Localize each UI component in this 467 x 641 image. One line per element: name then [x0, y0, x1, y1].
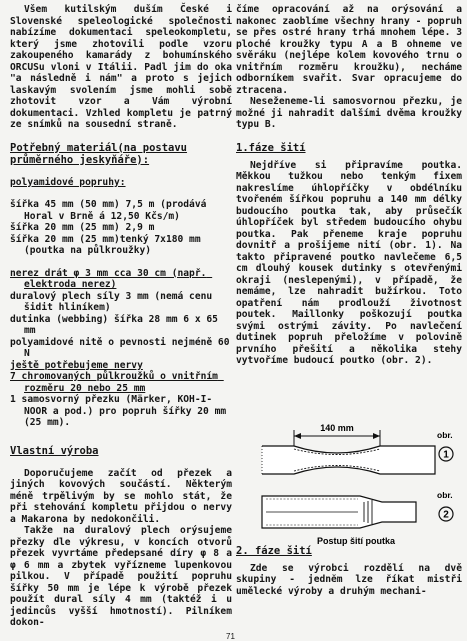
material-item: nerez drát φ 3 mm cca 30 cm (např. elektroda nerez): [10, 267, 213, 290]
page-number: 71: [226, 632, 235, 641]
intro-paragraph: Všem kutilským duším České i Slovenské speleologické společnosti nabízíme dokumentaci speleokompletu, který jsme zhotovili podle vzoru zakoupeného kamarády z bohumínského ORCUSu vloni v Itálii. Padl jim do oka "a následně i nám" a proto s jejich laskavým svolením jsme mohli sobě zhotovit vzor a Vám výrobní dokumentaci. Vzhled kompletu je patrný ze snímků na sousední straně.: [10, 4, 232, 130]
stage1-heading: 1.fáze šití: [236, 141, 306, 154]
production-paragraph: Doporučujeme začít od přezek a jiných kovových součástí. Některým méně trpělivým by se mohlo stát, že při stehování kompletu přijdou o nervy a Makarona by nedokončili.: [10, 467, 232, 525]
material-item: šířka 45 mm (50 mm) 7,5 m (prodává Horal v Brně á 12,50 Kčs/m): [10, 199, 213, 222]
left-column: [10, 4, 236, 629]
material-item: duralový plech síly 3 mm (nemá cenu šidit hliníkem): [10, 290, 218, 313]
dimension-arrow-left: [294, 433, 301, 439]
figure-caption: Postup šití poutka: [316, 536, 396, 546]
fig2-number: 2: [443, 509, 449, 521]
loop-sewing-diagram: [240, 416, 462, 576]
loop-sewing-figure: [240, 416, 462, 576]
stage1-paragraph: Nejdříve si připravíme poutka. Měkkou tužkou nebo tenkým fixem nakreslíme úhlopříčky v obdélníku tvořeném šířkou popruhu a 140 mm délky budoucího poutka tak, aby průsečík úhlopříček byl středem budoucího ohybu poutka. Pak přeneme kraje popruhu dovnitř a prošijeme nití (obr. 1). Na takto připravené poutko navlečeme 6,5 cm dlouhý kousek dutinky s otevřenými okraji (neslepenými), v případě, že nemáme, lze nahradit bužírkou. Toto opatření nám prodlouží životnost poutek. Maillonky poškozují poutka svými ostrými závity. Po navlečení dutinek popruh přeložíme v polovině prvního přešití a několika stehy vytvoříme budoucí poutko (obr. 2).: [236, 159, 462, 366]
stage2-heading: 2. fáze šití: [236, 544, 312, 557]
production-paragraph: Takže na duralový plech orýsujeme přezky dle výkresu, v koncích otvorů přezek vyvrtáme předepsané díry φ 8 a φ 6 mm a zbytek vyřízneme lupenkovou pilkou. V případě použití popruhu šířky 50 mm je lépe k výrobě přezek použít dural síly 4 mm (taktéž i u jedincůs vyšší hmotností). Pilníkem dokon-: [10, 525, 232, 628]
stage2-paragraph: Zde se výrobci rozdělí na dvě skupiny - jednĕm lze říkat mistři umělecké výroby a druhým mechani-: [236, 562, 462, 597]
materials-heading: Potřebný materiál(na postavu průměrného jeskyňáře):: [10, 141, 188, 166]
material-item: ještě potřebujeme nervy: [10, 359, 143, 371]
materials-subheading: polyamidové popruhy:: [10, 176, 126, 188]
fig2-label: obr.: [437, 490, 453, 500]
material-item: 7 chromovaných půlkroužků o vnitřním rozměru 20 nebo 25 mm: [10, 371, 224, 394]
buckle-paragraph: Neseženeme-li samosvornou přezku, je možné ji nahradit dalšími dvěma kroužky typu B.: [236, 96, 462, 130]
material-item: dutinka (webbing) šířka 28 mm 6 x 65 mm: [10, 313, 224, 336]
material-item: 1 samosvorný přezku (Märker, KOH-I-NOOR a pod.) pro popruh šířky 20 mm (25 mm).: [10, 394, 232, 428]
fig1-number: 1: [443, 449, 449, 461]
material-item: šířka 20 mm (25 mm) 2,9 m: [10, 222, 155, 233]
production-heading: Vlastní výroba: [10, 444, 99, 457]
dimension-arrow-right: [373, 433, 380, 439]
material-item: šířka 20 mm (25 mm)tenký 7x180 mm (poutka na půlkroužky): [10, 233, 207, 256]
fig1-label: obr.: [437, 430, 453, 440]
dimension-label: 140 mm: [320, 423, 354, 433]
material-item: polyamidové nitě o pevnosti nejméně 60 N: [10, 336, 236, 359]
strap-sewn-figure1: [262, 446, 435, 474]
continuation-paragraph: číme opracování až na orýsování a nakonec zaoblíme všechny hrany - popruh se přes ostré hrany trhá mnohem lépe. 3 ploché kroužky typu A a B ohneme ve svěráku (nejlépe kolem kovového trnu o vnitřním rozměru kroužku), necháme odborníkem svařit. Svar opracujeme do ztracena.: [236, 4, 462, 96]
